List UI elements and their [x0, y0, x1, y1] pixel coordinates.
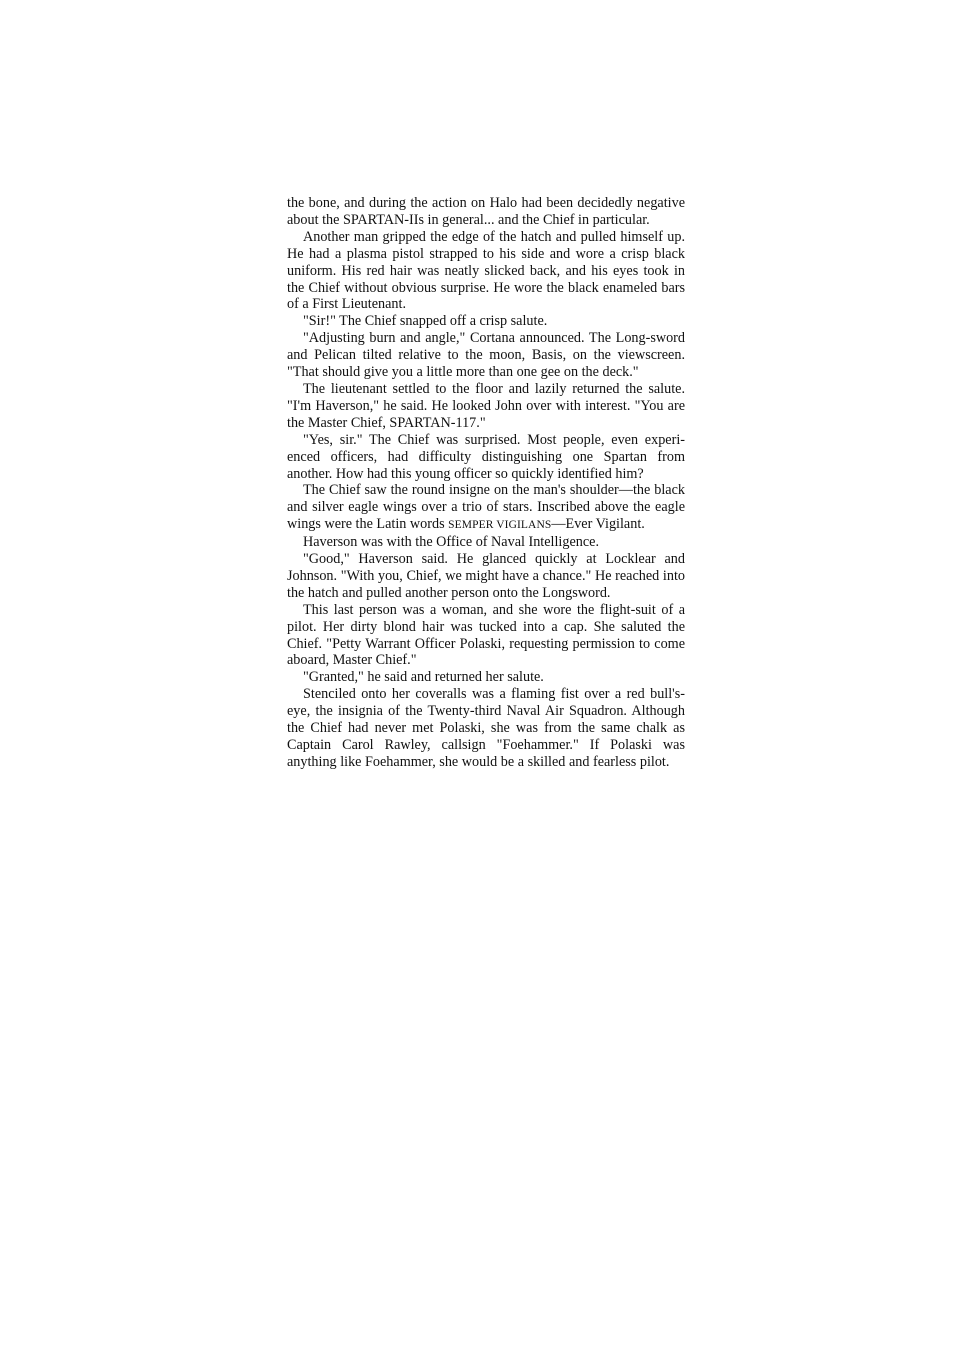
paragraph	[287, 229, 685, 314]
paragraph	[287, 432, 685, 483]
paragraph-text: The Chief saw the round insigne on the man's shoulder—the black and silver eagle wings over a trio of stars. Inscribed above the eagle wings were the Latin words	[287, 482, 685, 533]
book-page-body	[287, 195, 685, 771]
paragraph-text: The lieutenant settled to the floor and lazily returned the salute. "I'm Haverson," he said. He looked John over with interest. "You are the Master Chief, SPARTAN-117."	[287, 380, 685, 431]
paragraph-text: This last person was a woman, and she wore the flight-suit of a pilot. Her dirty blond hair was tucked into a cap. She saluted the Chief. "Petty Warrant Officer Polaski, requesting permission to come aboard, Master Chief."	[287, 601, 685, 669]
paragraph	[287, 686, 685, 771]
paragraph-text: Stenciled onto her coveralls was a flaming fist over a red bull's-eye, the insignia of the Twenty-third Naval Air Squadron. Although the Chief had never met Polaski, she was from the same chalk as Captain Carol Rawley, callsign "Foehammer." If Polaski was anything like Foehammer, she would be a skilled and fearless pilot.	[287, 686, 685, 770]
paragraph	[287, 482, 685, 534]
paragraph-text: "Adjusting burn and angle," Cortana announced. The Long-sword and Pelican tilted relative to the moon, Basis, on the viewscreen. "That should give you a little more than one gee on the deck."	[287, 330, 685, 381]
paragraph	[287, 669, 685, 686]
paragraph-text: "Sir!" The Chief snapped off a crisp salute.	[303, 313, 548, 330]
paragraph	[287, 551, 685, 602]
paragraph-text: the bone, and during the action on Halo had been decidedly negative about the SPARTAN-IIs in general... and the Chief in particular.	[287, 195, 685, 228]
paragraph-text: Another man gripped the edge of the hatch and pulled himself up. He had a plasma pistol strapped to his side and wore a crisp black uniform. His red hair was neatly slicked back, and his eyes took in the Chief without obvious surprise. He wore the black enameled bars of a First Lieutenant.	[287, 228, 685, 313]
paragraph	[287, 602, 685, 670]
paragraph	[287, 195, 685, 229]
paragraph-text: Haverson was with the Office of Naval Intelligence.	[303, 534, 599, 551]
paragraph-text: "Good," Haverson said. He glanced quickly at Locklear and Johnson. "With you, Chief, we might have a chance." He reached into the hatch and pulled another person onto the Longsword.	[287, 551, 685, 601]
latin-motto: SEMPER VIGILANS	[448, 519, 552, 532]
paragraph-text: —Ever Vigilant.	[551, 516, 645, 533]
paragraph	[287, 313, 685, 330]
paragraph-text: "Yes, sir." The Chief was surprised. Most people, even experi-enced officers, had difficulty distinguishing one Spartan from another. How had this young officer so quickly identified him?	[287, 431, 685, 482]
paragraph	[287, 534, 685, 551]
paragraph-text: "Granted," he said and returned her salute.	[303, 669, 544, 686]
paragraph	[287, 381, 685, 432]
paragraph	[287, 330, 685, 381]
